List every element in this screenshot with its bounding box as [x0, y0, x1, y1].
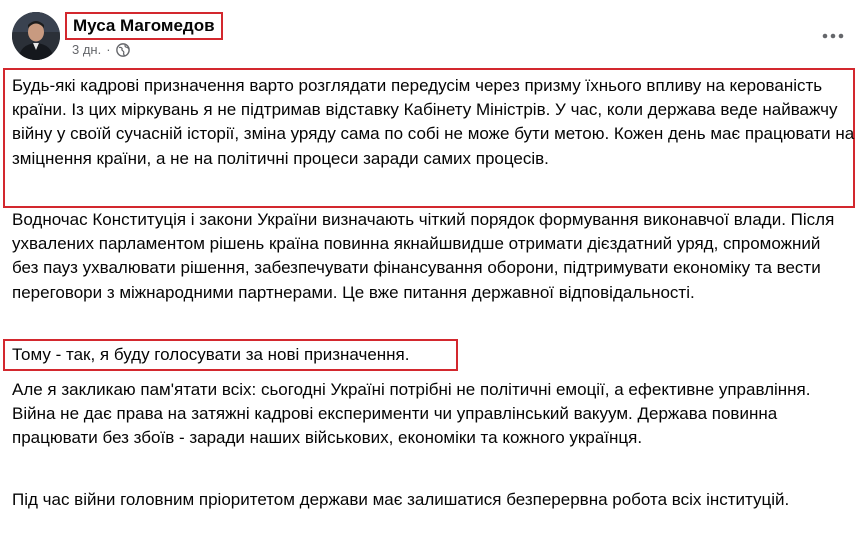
avatar-image — [12, 12, 60, 60]
post-time[interactable]: 3 дн. — [72, 42, 102, 57]
post-paragraph-3: Тому - так, я буду голосувати за нові призначення. — [12, 345, 410, 364]
globe-icon[interactable] — [116, 43, 130, 57]
post-meta — [72, 42, 130, 57]
avatar[interactable] — [12, 12, 60, 60]
post-paragraph-2: Водночас Конституція і закони України визначають чіткий порядок формування виконавчої влади. Після ухвалених парламентом рішень країна повинна якнайшвидше отримати дієздатний уряд, спроможний без пауз ухвалювати рішення, забезпечувати фінансування оборони, підтримувати економіку та вести переговори з міжнародними партнерами. Це вже питання державної відповідальності. — [12, 210, 835, 302]
post-paragraph-5: Під час війни головним пріоритетом держави має залишатися безперервна робота всіх інституцій. — [12, 490, 790, 509]
author-name[interactable]: Муса Магомедов — [73, 16, 215, 35]
post-paragraph-1: Будь-які кадрові призначення варто розглядати передусім через призму їхнього впливу на керованість країни. Із цих міркувань я не підтримав відставку Кабінету Міністрів. У час, коли держава веде найважчу війну у своїй сучасній історії, зміна уряду сама по собі не може бути метою. Кожен день має працювати на зміцнення країни, а не на політичні процеси заради самих процесів. — [12, 76, 855, 168]
post-paragraph-4: Але я закликаю пам'ятати всіх: сьогодні Україні потрібні не політичні емоції, а ефективне управління. Війна не дає права на затяжні кадрові експерименти чи управлінський вакуум. Держава повинна працювати без збоїв - заради наших військових, економіки та кожного українця. — [12, 380, 811, 448]
author-highlight — [65, 12, 223, 40]
meta-separator: · — [106, 42, 111, 57]
more-horizontal-icon[interactable] — [820, 26, 846, 46]
